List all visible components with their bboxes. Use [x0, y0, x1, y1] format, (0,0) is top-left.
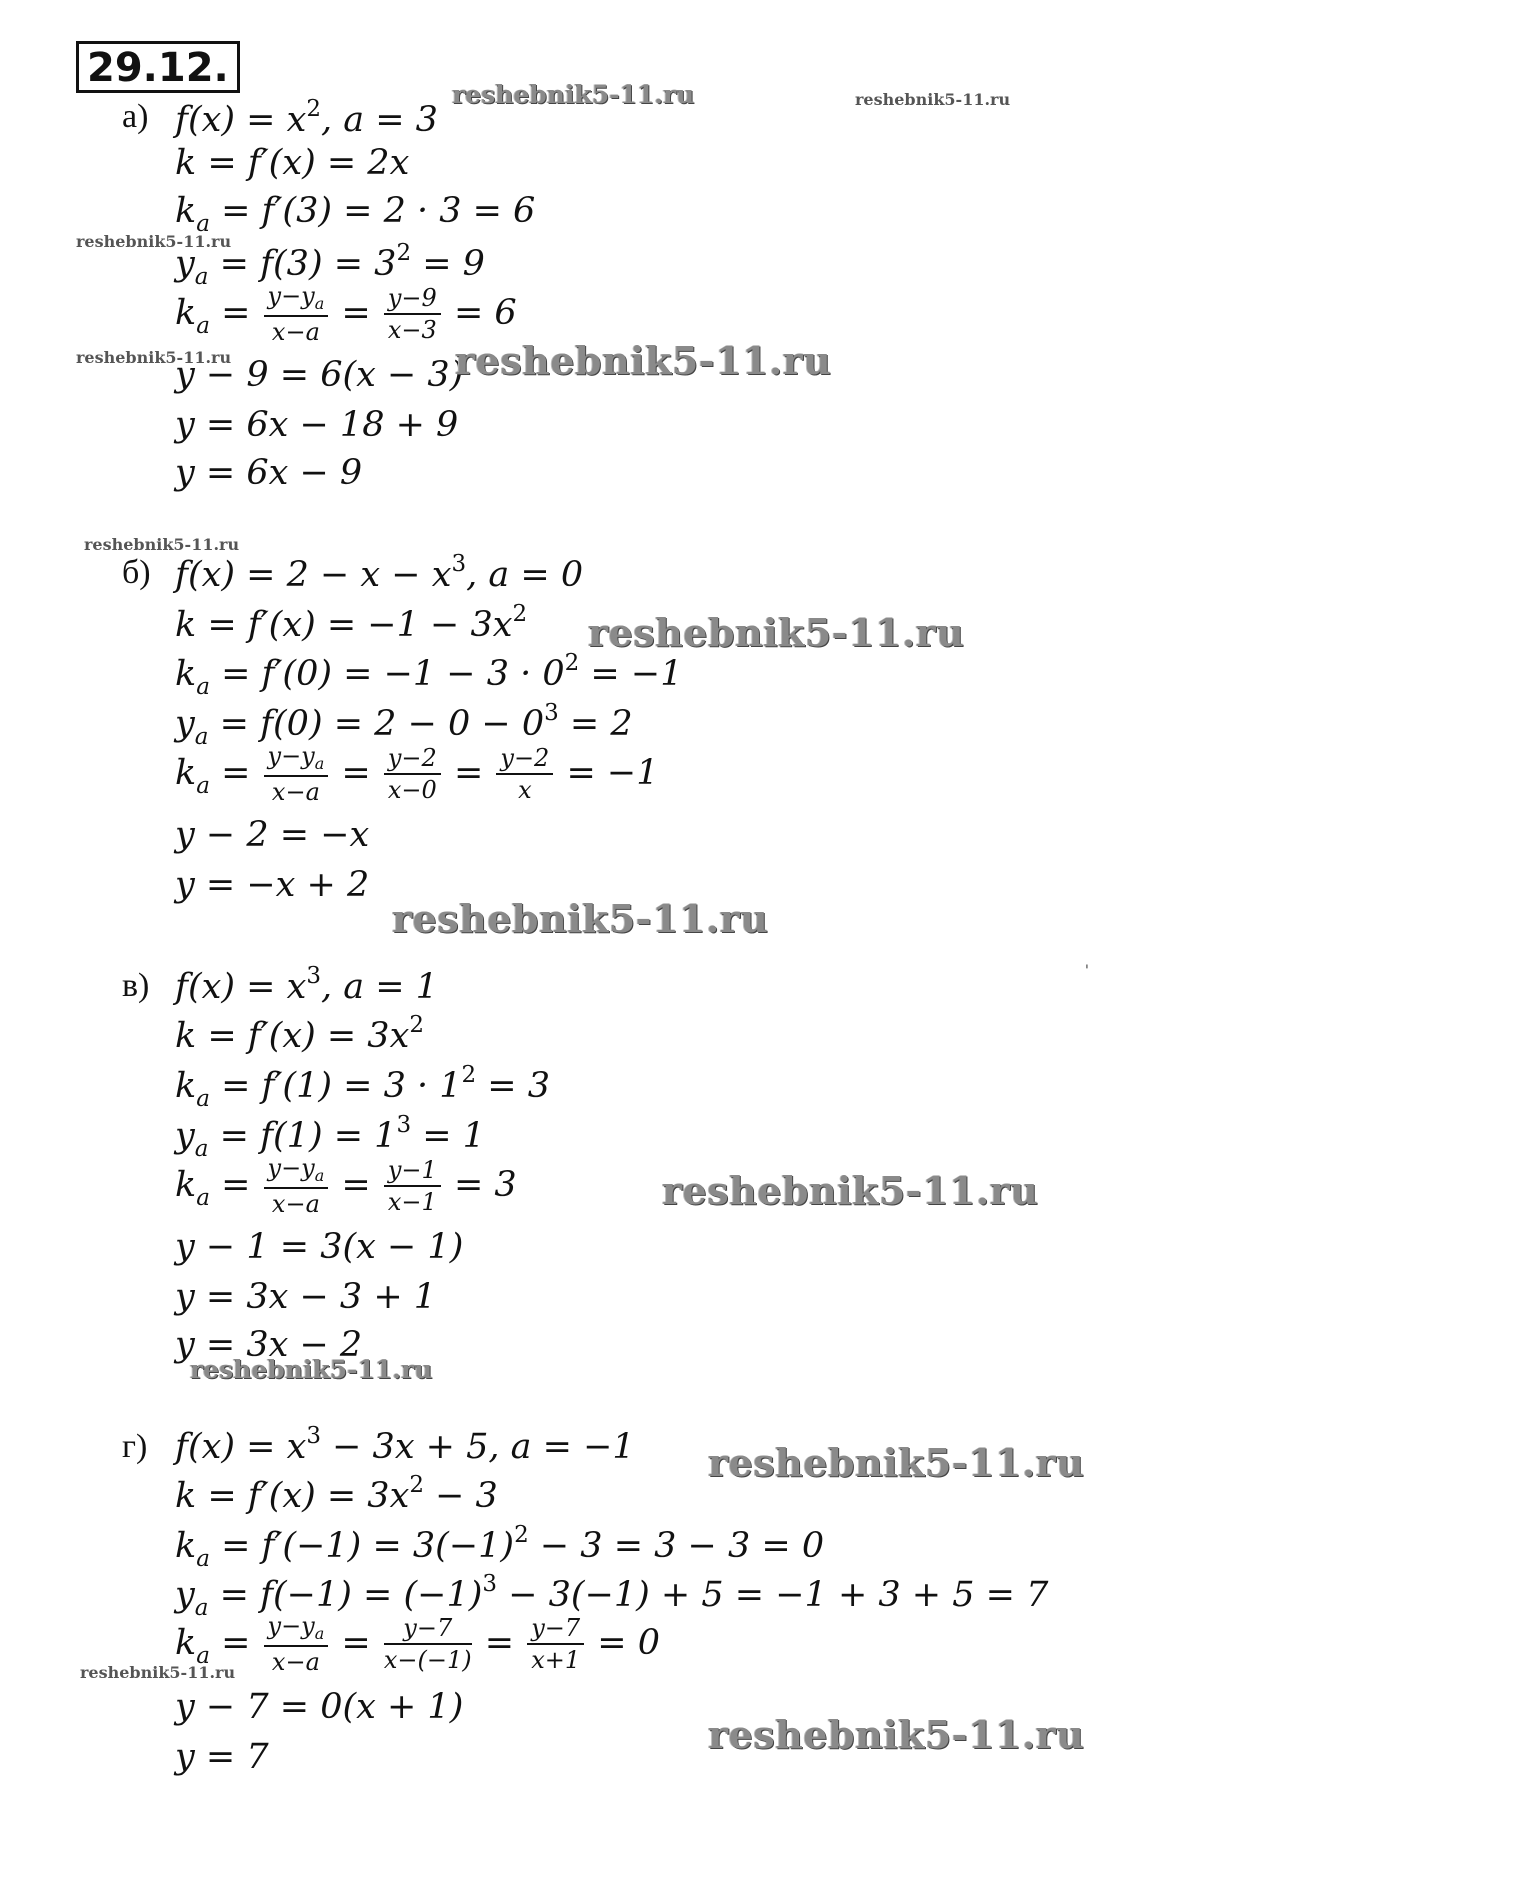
line-b-4: $y_a = f(0) = 2 - 0 - 0^3 = 2$ [175, 700, 633, 750]
line-v-6: y − 1 = 3(x − 1) [175, 1227, 464, 1267]
watermark: reshebnik5-11.ru [392, 896, 769, 941]
scan-mark: ' [1085, 963, 1089, 979]
line-v-2: $k = f'(x) = 3x^2$ [175, 1012, 424, 1056]
watermark: reshebnik5-11.ru [708, 1440, 1085, 1485]
line-g-5: $k_a$ = $\frac{y-y_a}{x-a}$ = $\frac{y-7}{x-(-1)}$ = $\frac{y-7}{x+1}$ = 0 [175, 1612, 660, 1676]
line-b-1: $f(x) = 2 - x - x^3$, a = 0 [175, 551, 584, 595]
line-a-8: y = 6x − 9 [175, 453, 363, 493]
line-b-2: $k = f'(x) = -1 - 3x^2$ [175, 601, 528, 645]
line-g-7: y = 7 [175, 1737, 269, 1777]
watermark: reshebnik5-11.ru [76, 232, 232, 251]
line-b-7: y = −x + 2 [175, 865, 370, 905]
line-v-5: $k_a$ = $\frac{y-y_a}{x-a}$ = $\frac{y-1}{x-1}$ = 3 [175, 1154, 517, 1218]
watermark: reshebnik5-11.ru [190, 1355, 433, 1384]
line-v-4: $y_a = f(1) = 1^3 = 1$ [175, 1112, 485, 1162]
line-a-2: k = f′(x) = 2x [175, 143, 410, 183]
line-a-7: y = 6x − 18 + 9 [175, 405, 459, 445]
line-v-3: $k_a = f'(1) = 3 \cdot 1^2 = 3$ [175, 1062, 550, 1112]
line-g-1: $f(x) = x^3 - 3x + 5$, a = −1 [175, 1423, 635, 1467]
line-g-2: $k = f'(x) = 3x^2 - 3$ [175, 1472, 498, 1516]
watermark: reshebnik5-11.ru [708, 1712, 1085, 1757]
watermark: reshebnik5-11.ru [452, 80, 695, 109]
line-a-1: $f(x) = x^2$, a = 3 [175, 96, 438, 140]
section-label-b: б) [122, 554, 151, 591]
watermark: reshebnik5-11.ru [662, 1168, 1039, 1213]
line-b-5: $k_a$ = $\frac{y-y_a}{x-a}$ = $\frac{y-2}{x-0}$ = $\frac{y-2}{x}$ = −1 [175, 742, 659, 806]
watermark: reshebnik5-11.ru [588, 610, 965, 655]
line-a-4: $y_a = f(3) = 3^2 = 9$ [175, 240, 485, 290]
line-v-1: $f(x) = x^3$, a = 1 [175, 963, 438, 1007]
line-b-6: y − 2 = −x [175, 815, 370, 855]
section-label-v: в) [122, 967, 150, 1004]
line-a-5: $k_a$ = $\frac{y-y_a}{x-a}$ = $\frac{y-9}{x-3}$ = 6 [175, 282, 517, 346]
line-v-8: y = 3x − 2 [175, 1325, 363, 1365]
watermark: reshebnik5-11.ru [76, 348, 232, 367]
line-b-3: $k_a = f'(0) = -1 - 3 \cdot 0^2 = -1$ [175, 650, 683, 700]
line-g-4: $y_a = f(-1) = (-1)^3 - 3(-1) + 5 = -1 + 3 + 5 = 7$ [175, 1571, 1049, 1621]
line-a-3: $k_a = f'(3) = 2 \cdot 3 = 6$ [175, 191, 536, 237]
line-g-6: y − 7 = 0(x + 1) [175, 1687, 464, 1727]
watermark: reshebnik5-11.ru [84, 535, 240, 554]
line-v-7: y = 3x − 3 + 1 [175, 1277, 437, 1317]
problem-number: 29.12. [76, 41, 240, 93]
section-label-g: г) [122, 1428, 148, 1465]
watermark: reshebnik5-11.ru [855, 90, 1011, 109]
section-label-a: а) [122, 98, 149, 135]
line-a-6: y − 9 = 6(x − 3) [175, 355, 464, 395]
watermark: reshebnik5-11.ru [80, 1663, 236, 1682]
line-g-3: $k_a = f'(-1) = 3(-1)^2 - 3 = 3 - 3 = 0$ [175, 1522, 825, 1572]
watermark: reshebnik5-11.ru [455, 338, 832, 383]
